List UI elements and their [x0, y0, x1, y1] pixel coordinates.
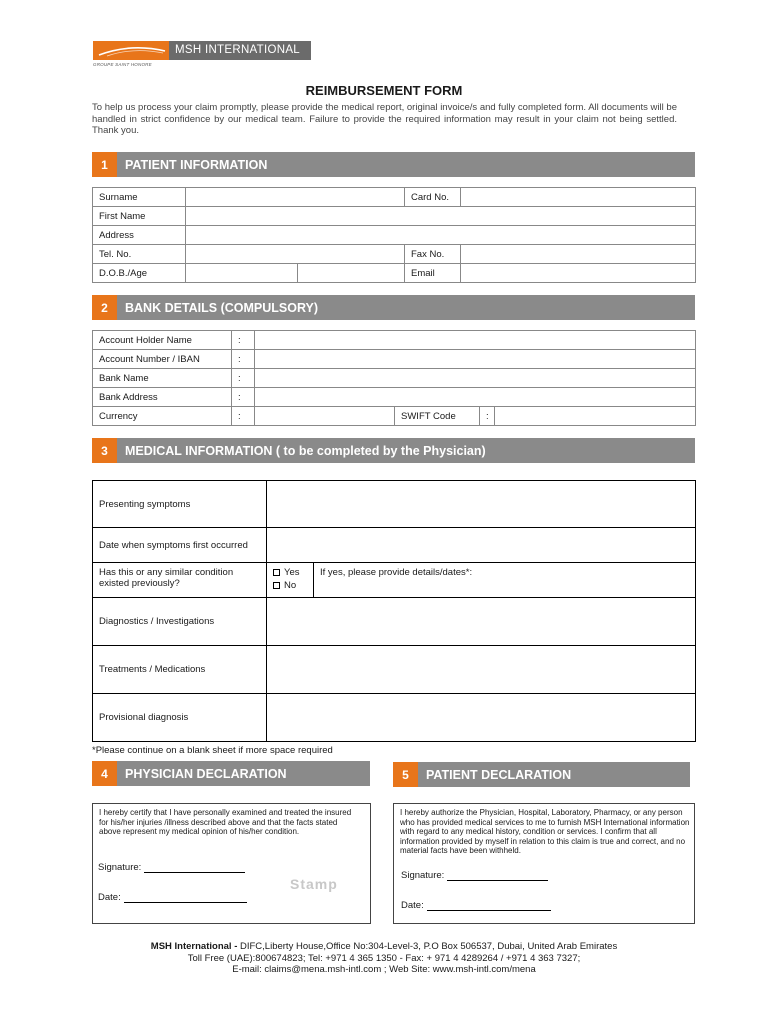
- signature-label: Signature:: [401, 870, 445, 881]
- footer-address-line: [0, 941, 768, 953]
- surname-label: Surname: [93, 188, 186, 207]
- fax-label: Fax No.: [405, 245, 461, 264]
- date-symptoms-field[interactable]: [267, 528, 696, 563]
- medical-info-table: [92, 480, 696, 742]
- provisional-diagnosis-label: Provisional diagnosis: [93, 694, 267, 742]
- section-title: PHYSICIAN DECLARATION: [125, 766, 287, 781]
- yes-no-options: [267, 563, 314, 598]
- first-name-field[interactable]: [186, 207, 696, 226]
- date-line[interactable]: [124, 902, 247, 903]
- footer-address: DIFC,Liberty House,Office No:304-Level-3, P.O Box 506537, Dubai, United Arab Emirates: [237, 941, 618, 952]
- logo-company-name: MSH INTERNATIONAL: [175, 44, 301, 56]
- form-title: REIMBURSEMENT FORM: [305, 83, 463, 98]
- date-symptoms-label: Date when symptoms first occurred: [93, 528, 267, 563]
- intro-text: To help us process your claim promptly, please provide the medical report, original invoice/s and fully completed form. All documents will be handled in strict confidence by our medical team. Failure to provide the required information may result in your claim not being settled. Thank you.: [92, 102, 677, 137]
- checkbox-icon[interactable]: [273, 569, 280, 576]
- card-no-label: Card No.: [405, 188, 461, 207]
- no-label: No: [284, 580, 297, 591]
- email-field[interactable]: [461, 264, 696, 283]
- footer-phones: Toll Free (UAE):800674823; Tel: +971 4 365 1350 - Fax: + 971 4 4289264 / +971 4 363 7327;: [187, 952, 581, 964]
- section-title: MEDICAL INFORMATION ( to be completed by the Physician): [125, 443, 486, 458]
- dob-label: D.O.B./Age: [93, 264, 186, 283]
- yes-label: Yes: [284, 567, 300, 578]
- patient-declaration-text: I hereby authorize the Physician, Hospital, Laboratory, Pharmacy, or any person who has provided medical services to me to furnish MSH International information with regard to any medical history, condition or services. I confirm that all information provided by myself in relation to this claim is true and correct, and no material facts have been withheld.: [400, 808, 690, 856]
- stamp-placeholder: Stamp: [290, 876, 338, 892]
- provisional-diagnosis-field[interactable]: [267, 694, 696, 742]
- colon: :: [232, 388, 255, 407]
- colon: :: [232, 331, 255, 350]
- diagnostics-label: Diagnostics / Investigations: [93, 598, 267, 646]
- date-label: Date:: [401, 900, 424, 911]
- colon: :: [480, 407, 495, 426]
- signature-line[interactable]: [447, 880, 548, 881]
- similar-condition-label: Has this or any similar condition existed previously?: [93, 563, 267, 598]
- section-header-patient-declaration: [393, 762, 690, 787]
- account-number-field[interactable]: [255, 350, 696, 369]
- continue-note: *Please continue on a blank sheet if more space required: [92, 745, 333, 756]
- colon: :: [232, 407, 255, 426]
- colon: :: [232, 350, 255, 369]
- bank-details-table: [92, 330, 696, 426]
- checkbox-icon[interactable]: [273, 582, 280, 589]
- surname-field[interactable]: [186, 188, 405, 207]
- symptoms-label: Presenting symptoms: [93, 481, 267, 528]
- diagnostics-field[interactable]: [267, 598, 696, 646]
- section-header-bank: [92, 295, 695, 320]
- bank-name-field[interactable]: [255, 369, 696, 388]
- section-number: 1: [92, 152, 117, 177]
- address-field[interactable]: [186, 226, 696, 245]
- account-number-label: Account Number / IBAN: [93, 350, 232, 369]
- physician-date[interactable]: [98, 892, 247, 903]
- yes-option[interactable]: [273, 566, 313, 579]
- swift-field[interactable]: [495, 407, 696, 426]
- section-number: 5: [393, 762, 418, 787]
- patient-info-table: [92, 187, 696, 283]
- dob-field[interactable]: [186, 264, 298, 283]
- section-number: 2: [92, 295, 117, 320]
- section-title: PATIENT INFORMATION: [125, 157, 268, 172]
- if-yes-label: If yes, please provide details/dates*:: [320, 567, 473, 578]
- signature-label: Signature:: [98, 862, 142, 873]
- currency-label: Currency: [93, 407, 232, 426]
- tel-field[interactable]: [186, 245, 405, 264]
- swift-label: SWIFT Code: [395, 407, 480, 426]
- section-title: PATIENT DECLARATION: [426, 767, 572, 782]
- address-label: Address: [93, 226, 186, 245]
- treatments-field[interactable]: [267, 646, 696, 694]
- fax-field[interactable]: [461, 245, 696, 264]
- no-option[interactable]: [273, 579, 313, 592]
- section-header-patient: [92, 152, 695, 177]
- first-name-label: First Name: [93, 207, 186, 226]
- section-number: 3: [92, 438, 117, 463]
- logo-subtitle: GROUPE SAINT HONORE: [93, 62, 152, 67]
- logo-swoosh-icon: [93, 41, 169, 60]
- symptoms-field[interactable]: [267, 481, 696, 528]
- card-no-field[interactable]: [461, 188, 696, 207]
- account-holder-field[interactable]: [255, 331, 696, 350]
- section-header-physician-declaration: [92, 761, 370, 786]
- treatments-label: Treatments / Medications: [93, 646, 267, 694]
- patient-date[interactable]: [401, 900, 551, 911]
- tel-label: Tel. No.: [93, 245, 186, 264]
- patient-signature[interactable]: [401, 870, 548, 881]
- section-number: 4: [92, 761, 117, 786]
- currency-field[interactable]: [255, 407, 395, 426]
- account-holder-label: Account Holder Name: [93, 331, 232, 350]
- colon: :: [232, 369, 255, 388]
- bank-name-label: Bank Name: [93, 369, 232, 388]
- physician-signature[interactable]: [98, 862, 245, 873]
- footer-company: MSH International -: [150, 941, 238, 952]
- signature-line[interactable]: [144, 872, 245, 873]
- date-line[interactable]: [427, 910, 551, 911]
- email-label: Email: [405, 264, 461, 283]
- bank-address-label: Bank Address: [93, 388, 232, 407]
- if-yes-field[interactable]: [314, 563, 696, 598]
- section-title: BANK DETAILS (COMPULSORY): [125, 300, 319, 315]
- age-field[interactable]: [298, 264, 405, 283]
- bank-address-field[interactable]: [255, 388, 696, 407]
- date-label: Date:: [98, 892, 121, 903]
- footer-contact: E-mail: claims@mena.msh-intl.com ; Web Site: www.msh-intl.com/mena: [232, 964, 536, 975]
- physician-declaration-text: I hereby certify that I have personally examined and treated the insured for his/her injuries /illness described above and that the facts stated above represent my medical opinion of his/her condition.: [99, 808, 352, 837]
- footer: [0, 941, 768, 976]
- company-logo: [93, 41, 311, 60]
- section-header-medical: [92, 438, 695, 463]
